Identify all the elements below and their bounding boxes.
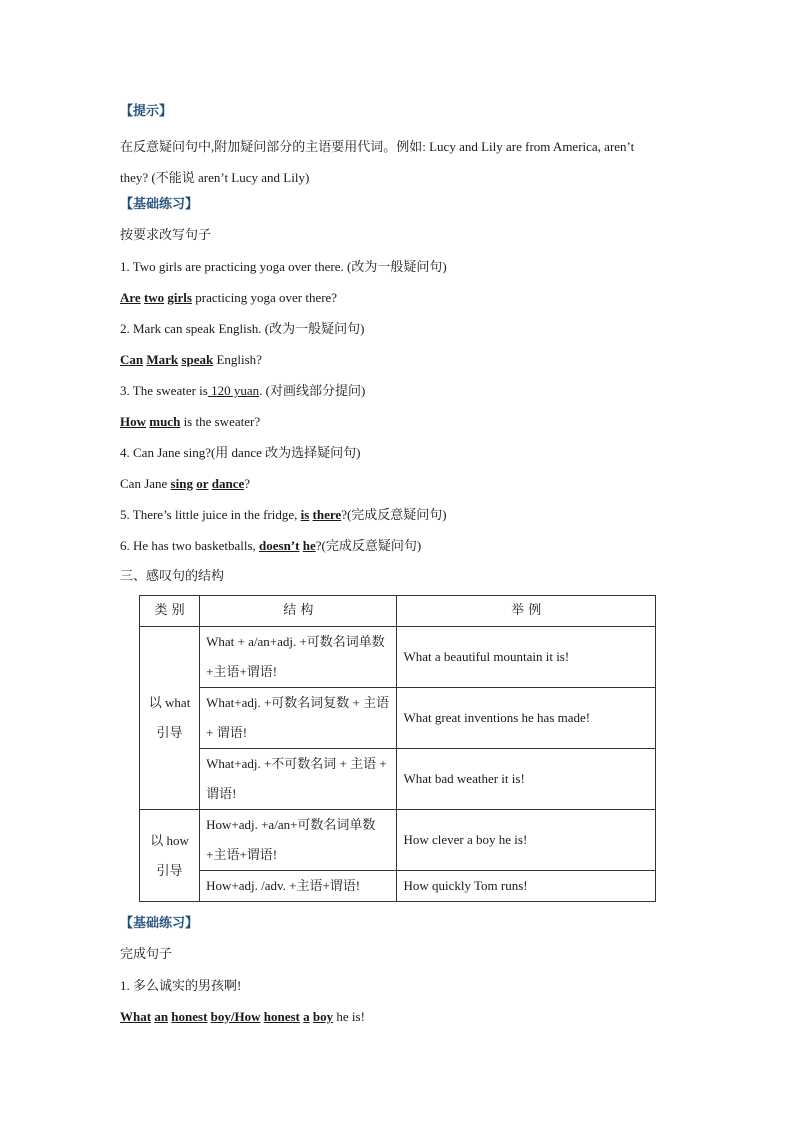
answer-3 [120,410,680,441]
question-3-suffix: . (对画线部分提问) [259,383,366,398]
exclamation-structure-table [139,595,656,902]
answer-word: boy [312,1009,334,1024]
structure-cell: What+adj. +可数名词复数 + 主语 + 谓语! [200,688,397,749]
practice-2-instruction: 完成句子 [120,947,173,962]
answer-word: Mark [146,352,179,367]
answer-word: speak [181,352,214,367]
answer-2 [120,348,680,379]
answer-word: much [149,414,181,429]
answer-text: Can Jane [120,476,171,491]
header-structure: 结 构 [200,596,397,627]
answer-text: ?(完成反意疑问句) [341,507,447,522]
answer-text: ?(完成反意疑问句) [315,538,422,553]
question-1: 1. Two girls are practicing yoga over there. (改为一般疑问句) [120,259,447,274]
answer-text: practicing yoga over there? [191,290,338,305]
practice-2-block [120,912,680,1036]
answer-word: girls [167,290,192,305]
example-cell: What great inventions he has made! [397,688,656,749]
answer-word: two [143,290,165,305]
question-3 [120,379,680,410]
answer-word: he [302,538,316,553]
answer-word: How [120,414,146,429]
table-row [140,749,656,810]
table-row [140,688,656,749]
answer-text: is the sweater? [180,414,261,429]
question-4: 4. Can Jane sing?(用 dance 改为选择疑问句) [120,445,361,460]
answer-text: ? [244,476,251,491]
answer-text: 5. There’s little juice in the fridge, [120,507,301,522]
answer-word: honest [171,1009,208,1024]
structure-cell: What+adj. +不可数名词 + 主语 + 谓语! [200,749,397,810]
question-3-prefix: 3. The sweater is [120,383,208,398]
hint-text-line2: they? (不能说 aren’t Lucy and Lily) [120,170,310,185]
answer-word: Are [120,290,141,305]
section-3-title: 三、感叹句的结构 [120,569,225,584]
structure-cell: How+adj. /adv. +主语+谓语! [200,871,397,902]
practice-2-heading: 【基础练习】 [120,916,199,931]
practice-heading: 【基础练习】 [120,197,199,212]
answer-word: boy/How [210,1009,261,1024]
answer-word: sing [170,476,193,491]
header-example: 举 例 [397,596,656,627]
hint-text-line1: 在反意疑问句中,附加疑问部分的主语要用代词。例如: Lucy and Lily are from America, aren’t [120,139,635,154]
answer-word: honest [263,1009,300,1024]
answer-text: he is! [333,1009,365,1024]
answer-word: an [154,1009,169,1024]
answer-word: dance [211,476,245,491]
answer-1 [120,286,680,317]
table-header-row [140,596,656,627]
answer-word: Can [120,352,144,367]
answer-word: What [120,1009,152,1024]
answer-word: there [312,507,342,522]
example-cell: What bad weather it is! [397,749,656,810]
answer-text: English? [213,352,262,367]
example-cell: What a beautiful mountain it is! [397,627,656,688]
example-cell: How quickly Tom runs! [397,871,656,902]
hint-paragraph [120,131,680,193]
answer-text: 6. He has two basketballs, [120,538,260,553]
document-body [120,100,680,596]
answer-word: is [300,507,310,522]
answer-word: or [196,476,209,491]
table-row [140,810,656,871]
answer-4 [120,472,680,503]
practice-instruction: 按要求改写句子 [120,228,212,243]
structure-cell: What + a/an+adj. +可数名词单数+主语+谓语! [200,627,397,688]
practice-2-question-1: 1. 多么诚实的男孩啊! [120,978,242,993]
table-row [140,627,656,688]
example-cell: How clever a boy he is! [397,810,656,871]
question-3-underlined: 120 yuan [207,383,260,398]
table-row [140,871,656,902]
answer-word: a [303,1009,310,1024]
header-category: 类 别 [140,596,200,627]
question-5 [120,503,680,534]
hint-heading: 【提示】 [120,104,173,119]
question-2: 2. Mark can speak English. (改为一般疑问句) [120,321,365,336]
category-what: 以 what 引导 [140,627,200,810]
question-6 [120,534,680,565]
structure-cell: How+adj. +a/an+可数名词单数+主语+谓语! [200,810,397,871]
practice-2-answer-1 [120,1005,680,1036]
category-how: 以 how 引导 [140,810,200,902]
answer-word: doesn’t [259,538,300,553]
